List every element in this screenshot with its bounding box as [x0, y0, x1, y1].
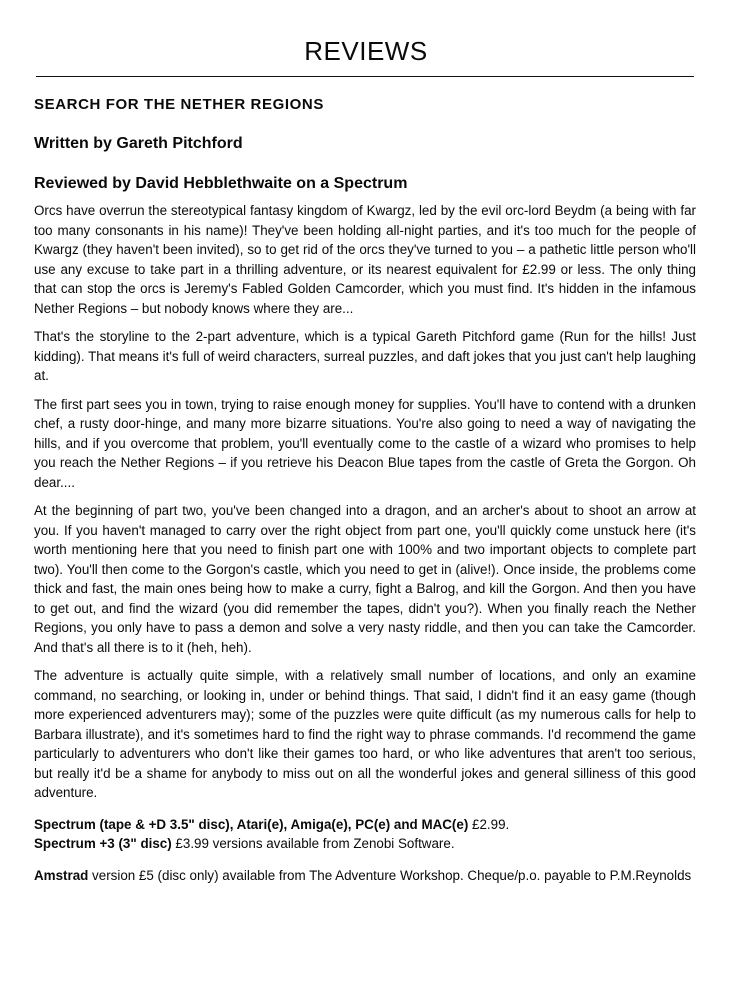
availability-amstrad — [34, 866, 696, 886]
paragraph: That's the storyline to the 2-part adventure, which is a typical Gareth Pitchford game (Run for the hills! Just kidding). That means it's full of weird characters, surreal puzzles, and daft jokes that you just can't help laughing at. — [34, 329, 696, 383]
availability-platforms-label: Spectrum (tape & +D 3.5" disc), Atari(e), Amiga(e), PC(e) and MAC(e) — [34, 816, 469, 832]
paragraph: Orcs have overrun the stereotypical fantasy kingdom of Kwargz, led by the evil orc-lord Beydm (a being with far too many consonants in his name)! They've been holding all-night parties, and it's too much for the people of Kwargz (they haven't been invited), so to get rid of the orcs they've turned to you – a pathetic little person who'll use any excuse to take part in a thrilling adventure, or its nearest equivalent for £2.99 or less. The only thing that can stop the orcs is Jeremy's Fabled Golden Camcorder, which you must find. It's hidden in the infamous Nether Regions – but nobody knows where they are... — [34, 203, 696, 316]
availability-amstrad-text: version £5 (disc only) available from The Adventure Workshop. Cheque/p.o. payable to P.M.Reynolds — [88, 867, 692, 883]
review-body — [34, 201, 696, 885]
availability-price: £2.99. — [468, 816, 510, 832]
paragraph: The first part sees you in town, trying to raise enough money for supplies. You'll have to contend with a drunken chef, a rusty door-hinge, and many more bizarre situations. You're also going to need a way of navigating the hills, and if you overcome that problem, you'll eventually come to the castle of a wizard who promises to help you reach the Nether Regions – if you retrieve his Deacon Blue tapes from the castle of Greta the Gorgon. Oh dear.... — [34, 396, 696, 490]
game-title: SEARCH FOR THE NETHER REGIONS — [34, 96, 324, 113]
paragraph: At the beginning of part two, you've been changed into a dragon, and an archer's about to shoot an arrow at you. If you haven't managed to carry over the right object from part one, you'll quickly come unstuck here (it's worth mentioning here that you need to finish part one with 100% and two important objects to complete part two). You'll then come to the Gorgon's castle, which you need to get in (alive!). Once inside, the problems come thick and fast, the main ones being how to make a curry, fight a Balrog, and kill the Gorgon. And then you have to get out, and find the wizard (you did remember the tapes, didn't you?). When you finally reach the Nether Regions, you only have to pass a demon and solve a very nasty riddle, and then you can take the Camcorder. And that's all there is to it (heh, heh). — [34, 503, 696, 655]
availability-spectrum — [34, 815, 696, 854]
availability-plus3-label: Spectrum +3 (3" disc) — [34, 836, 172, 851]
availability-plus3-text: £3.99 versions available from Zenobi Software. — [171, 836, 455, 851]
availability-amstrad-label: Amstrad — [34, 867, 89, 883]
reviewer-line: Reviewed by David Hebblethwaite on a Spectrum — [34, 175, 408, 192]
paragraph: The adventure is actually quite simple, with a relatively small number of locations, and only an examine command, no searching, or looking in, under or behind things. That said, I didn't find it an easy game (though more experienced adventurers may); some of the puzzles were quite difficult (as my numerous calls for help to Barbara illustrate), and it's sometimes hard to find the right way to phrase commands. I'd recommend the game particularly to adventurers who don't like their games too hard, or who like adventures that aren't too serious, but really it'd be a shame for anybody to miss out on all the wonderful jokes and general silliness of this good adventure. — [34, 668, 696, 800]
section-title: REVIEWS — [304, 36, 428, 66]
author-line: Written by Gareth Pitchford — [34, 135, 243, 152]
header-divider — [36, 76, 694, 77]
